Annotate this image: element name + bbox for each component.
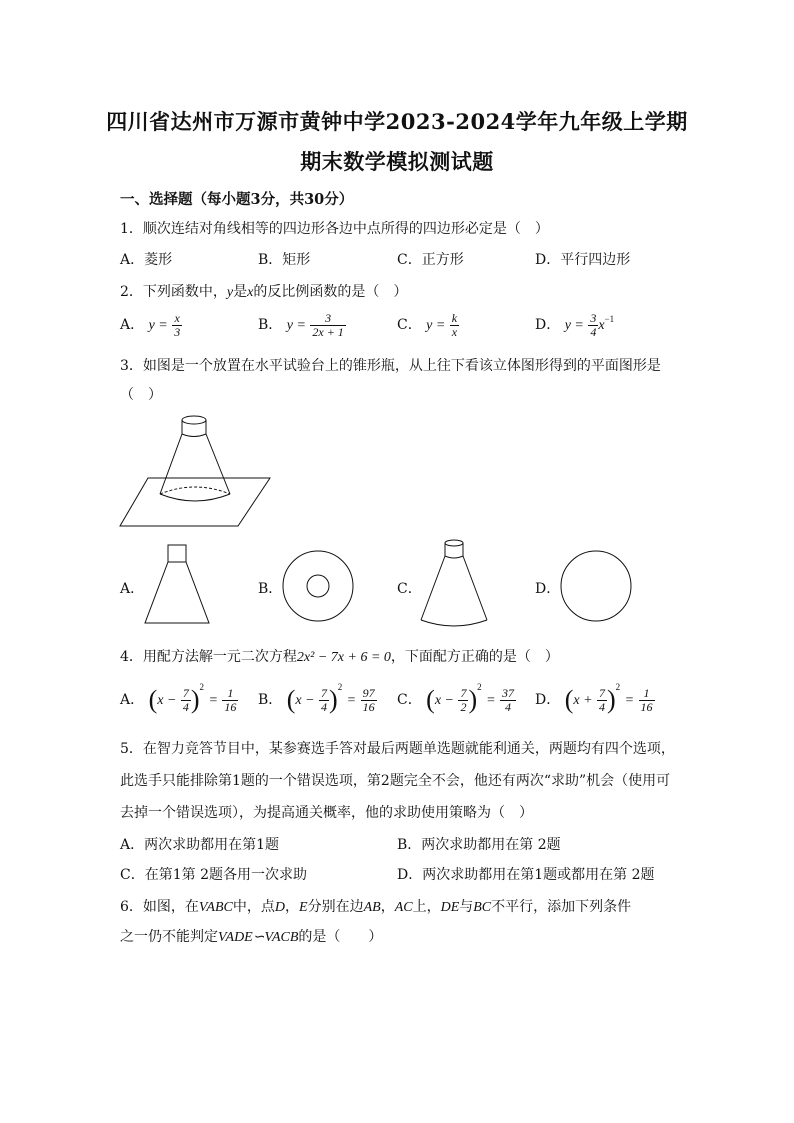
q4-option-a: A． (x − $\frac{7}{4}$ )$^2$ = $\frac{1}{16}$ bbox=[120, 682, 237, 714]
q1-option-d: D．平行四边形 bbox=[535, 252, 631, 268]
q2-stem: 2．下列函数中，y是x的反比例函数的是（ ） bbox=[120, 284, 408, 300]
q1-option-a: A．菱形 bbox=[120, 252, 173, 268]
q2-option-d: D． y = $\frac{3}{4}$ $x^{-1}$ bbox=[535, 311, 615, 339]
q5-option-c: C．在第1第 2题各用一次求助 bbox=[120, 867, 307, 883]
q5-option-b: B．两次求助都用在第 2题 bbox=[397, 837, 561, 853]
q5-stem-line1: 5．在智力竞答节目中，某参赛选手答对最后两题单选题就能利通关，两题均有四个选项， bbox=[120, 741, 675, 757]
q3-option-c-figure bbox=[418, 536, 490, 630]
q5-stem-line3: 去掉一个错误选项），为提高通关概率，他的求助使用策略为（ ） bbox=[120, 805, 533, 821]
q3-option-a-figure bbox=[142, 542, 212, 626]
q5-stem-line2: 此选手只能排除第1题的一个错误选项，第2题完全不会，他还有两次“求助”机会（使用可 bbox=[120, 773, 671, 789]
q1-option-b: B．矩形 bbox=[258, 252, 311, 268]
exam-title-line2: 期末数学模拟测试题 bbox=[300, 149, 494, 174]
q1-option-c: C．正方形 bbox=[397, 252, 464, 268]
q5-option-a: A．两次求助都用在第1题 bbox=[120, 837, 280, 853]
q3-paren: （ ） bbox=[120, 387, 162, 403]
q2-option-a: A． y = $\frac{x}{3}$ bbox=[120, 311, 181, 339]
q4-option-c: C． (x − $\frac{7}{2}$ )$^2$ = $\frac{37}{4}$ bbox=[397, 682, 514, 714]
q4-option-b: B． (x − $\frac{7}{4}$ )$^2$ = $\frac{97}{16}$ bbox=[258, 682, 375, 714]
q2-option-b: B． y = $\frac{3}{2x + 1}$ bbox=[258, 311, 344, 339]
q4-option-d: D． (x + $\frac{7}{4}$ )$^2$ = $\frac{1}{16}$ bbox=[535, 682, 653, 714]
q3-stem: 3．如图是一个放置在水平试验台上的锥形瓶，从上往下看该立体图形得到的平面图形是 bbox=[120, 358, 661, 374]
q5-option-d: D．两次求助都用在第1题或都用在第 2题 bbox=[397, 867, 655, 883]
q3-option-d-figure bbox=[558, 548, 634, 624]
q3-option-b-label: B． bbox=[258, 581, 283, 597]
q3-option-a-label: A． bbox=[120, 581, 145, 597]
q3-option-d-label: D． bbox=[535, 581, 561, 597]
q2-option-c: C． y = $\frac{k}{x}$ bbox=[397, 311, 458, 339]
q6-stem-line2: 之一仍不能判定VADE∽VACB的是（ ） bbox=[120, 929, 383, 945]
q3-flask-on-platform-figure bbox=[118, 408, 278, 530]
q3-option-b-figure bbox=[280, 548, 356, 624]
section-heading-choice: 一、选择题（每小题3分，共30分） bbox=[120, 191, 354, 208]
exam-title-line1: 四川省达州市万源市黄钟中学2023-2024学年九年级上学期 bbox=[106, 109, 688, 134]
q6-stem-line1: 6．如图，在VABC中，点D，E分别在边AB，AC上，DE与BC不平行，添加下列条件 bbox=[120, 899, 632, 915]
q4-stem: 4．用配方法解一元二次方程2x² − 7x + 6 = 0，下面配方正确的是（ ） bbox=[120, 649, 559, 665]
q1-stem: 1．顺次连结对角线相等的四边形各边中点所得的四边形必定是（ ） bbox=[120, 221, 549, 237]
q3-option-c-label: C． bbox=[397, 581, 422, 597]
